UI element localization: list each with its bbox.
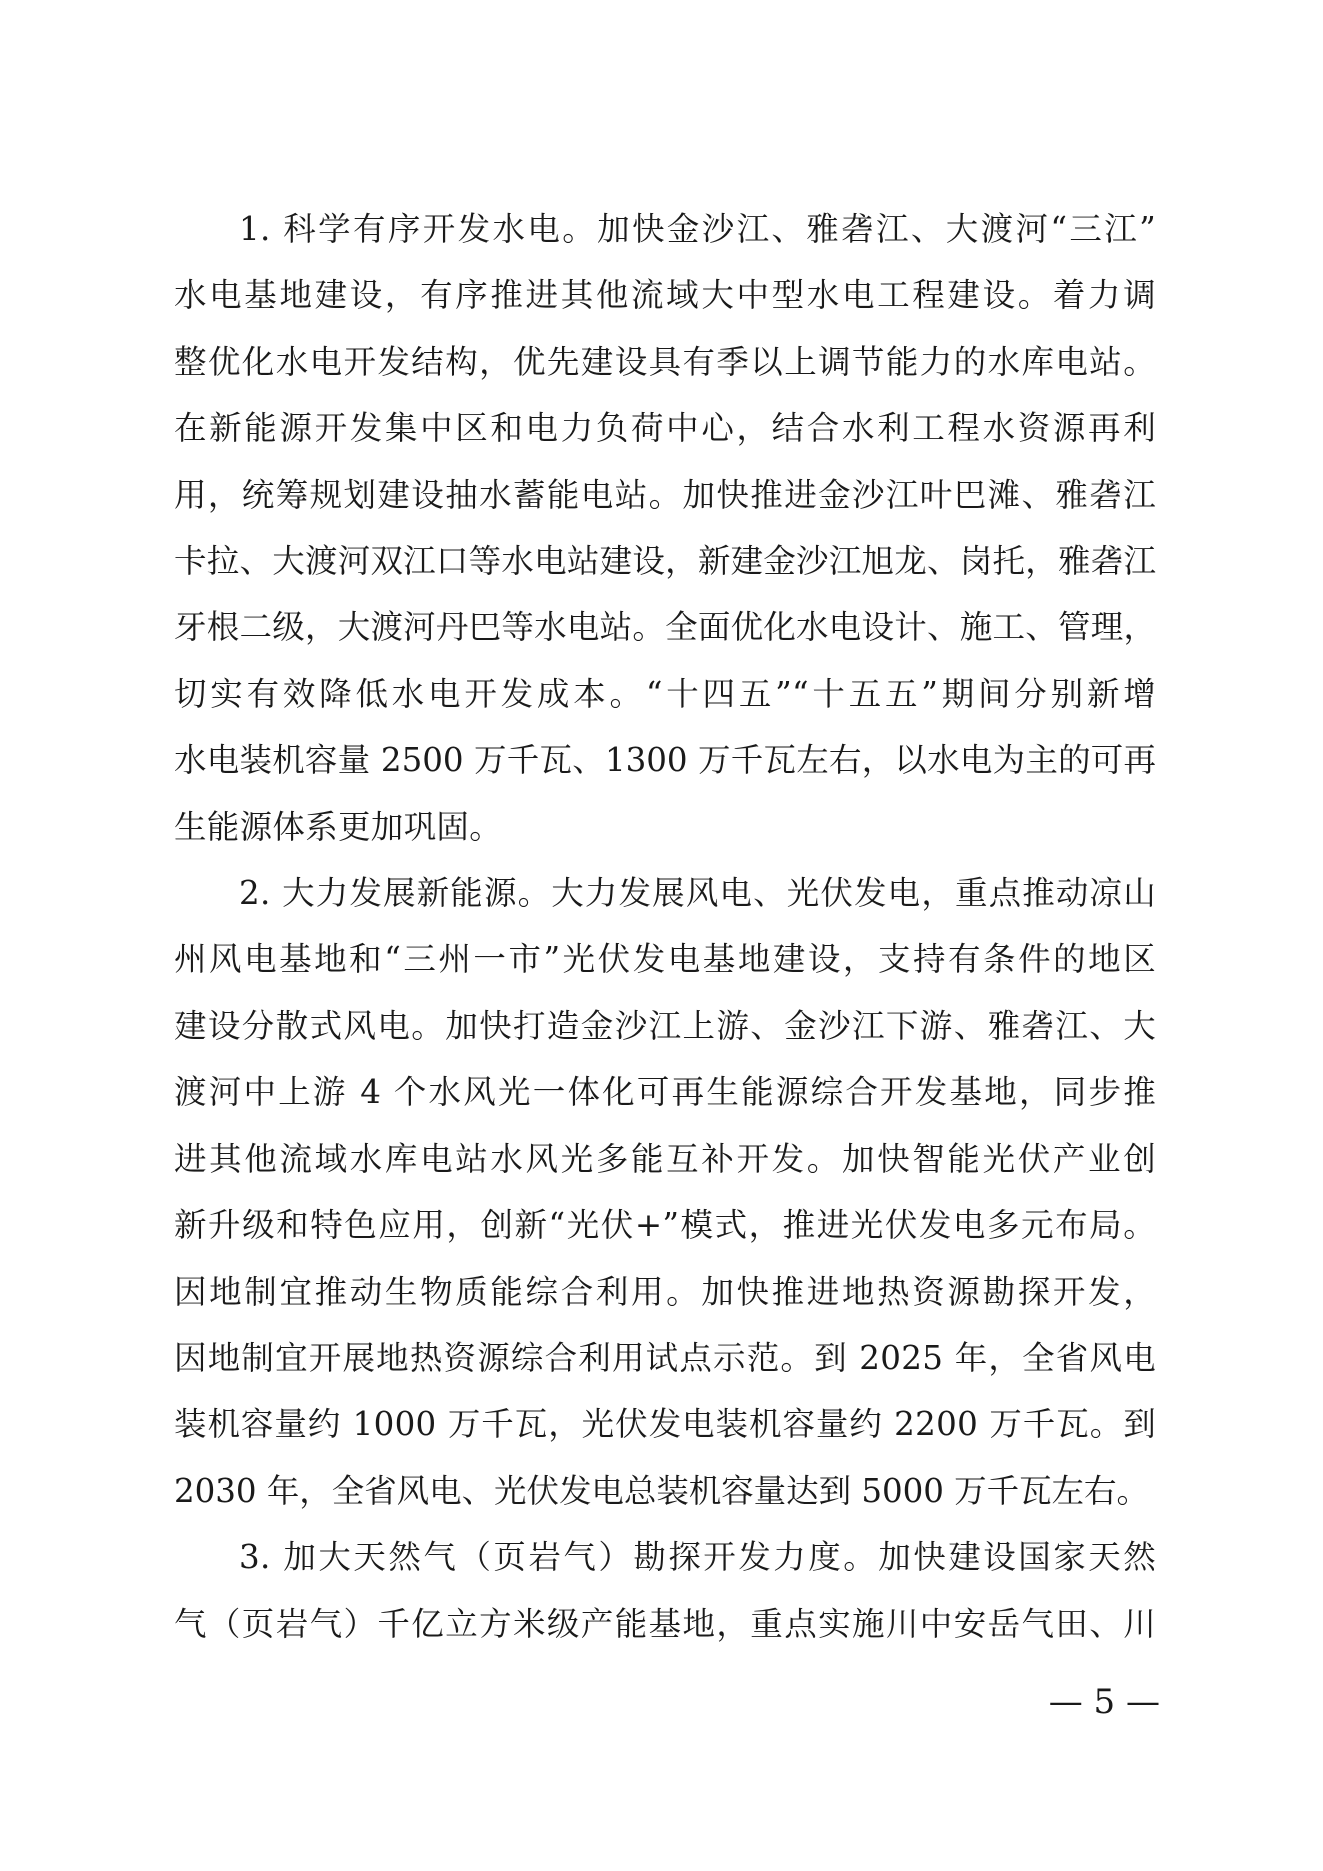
text-line: 水电基地建设，有序推进其他流域大中型水电工程建设。着力调	[174, 276, 1156, 315]
text-line: 3. 加大天然气（页岩气）勘探开发力度。加快建设国家天然	[239, 1538, 1156, 1577]
text-line: 州风电基地和“三州一市”光伏发电基地建设，支持有条件的地区	[174, 940, 1156, 979]
text-line: 卡拉、大渡河双江口等水电站建设，新建金沙江旭龙、岗托，雅砻江	[174, 542, 1156, 581]
text-line: 渡河中上游 4 个水风光一体化可再生能源综合开发基地，同步推	[174, 1073, 1156, 1112]
text-line: 气（页岩气）千亿立方米级产能基地，重点实施川中安岳气田、川	[174, 1604, 1156, 1643]
text-line: 因地制宜推动生物质能综合利用。加快推进地热资源勘探开发，	[174, 1272, 1156, 1311]
text-line: 新升级和特色应用，创新“光伏+”模式，推进光伏发电多元布局。	[174, 1206, 1156, 1245]
body-text	[174, 196, 1156, 1657]
text-line: 切实有效降低水电开发成本。“十四五”“十五五”期间分别新增	[174, 674, 1156, 713]
text-line: 水电装机容量 2500 万千瓦、1300 万千瓦左右，以水电为主的可再	[174, 741, 1156, 780]
text-line: 进其他流域水库电站水风光多能互补开发。加快智能光伏产业创	[174, 1139, 1156, 1178]
text-line: 在新能源开发集中区和电力负荷中心，结合水利工程水资源再利	[174, 409, 1156, 448]
text-line: 建设分散式风电。加快打造金沙江上游、金沙江下游、雅砻江、大	[174, 1006, 1156, 1045]
text-line: 装机容量约 1000 万千瓦，光伏发电装机容量约 2200 万千瓦。到	[174, 1405, 1156, 1444]
text-line: 牙根二级，大渡河丹巴等水电站。全面优化水电设计、施工、管理，	[174, 608, 1156, 647]
paragraph-new-energy	[174, 860, 1156, 1524]
text-line: 2. 大力发展新能源。大力发展风电、光伏发电，重点推动凉山	[239, 874, 1156, 913]
text-line: 整优化水电开发结构，优先建设具有季以上调节能力的水库电站。	[174, 342, 1156, 381]
text-line: 用，统筹规划建设抽水蓄能电站。加快推进金沙江叶巴滩、雅砻江	[174, 475, 1156, 514]
text-line: 生能源体系更加巩固。	[174, 807, 503, 846]
text-line: 2030 年，全省风电、光伏发电总装机容量达到 5000 万千瓦左右。	[174, 1471, 1149, 1510]
text-line: 1. 科学有序开发水电。加快金沙江、雅砻江、大渡河“三江”	[239, 210, 1156, 248]
text-line: 因地制宜开展地热资源综合利用试点示范。到 2025 年，全省风电	[174, 1338, 1156, 1377]
paragraph-natural-gas	[174, 1524, 1156, 1657]
paragraph-hydropower	[174, 196, 1156, 860]
page-number: — 5 —	[1048, 1682, 1160, 1722]
